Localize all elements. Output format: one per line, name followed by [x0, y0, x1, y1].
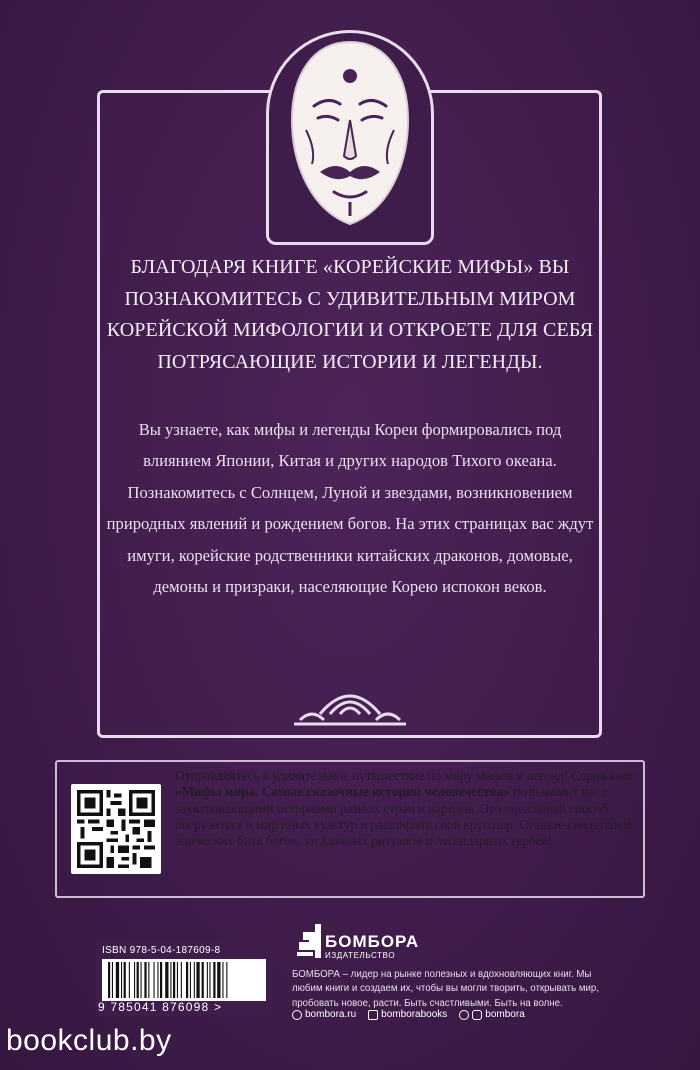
- watermark: bookclub.by: [6, 1024, 172, 1057]
- series-text-start: Отправляйтесь в удивительное путешествие по миру мифов и легенд! Серия книг: [175, 768, 636, 783]
- publisher-logo-icon: [295, 922, 323, 960]
- telegram-icon: [459, 1010, 469, 1020]
- social-site-label: bombora.ru: [305, 1009, 357, 1020]
- social-link-vk[interactable]: [368, 1009, 447, 1020]
- series-info-box: [55, 760, 645, 898]
- barcode-block: [96, 940, 272, 1016]
- globe-icon: [292, 1010, 302, 1020]
- qr-code[interactable]: [71, 784, 161, 874]
- social-other-label: bombora: [485, 1009, 525, 1020]
- book-description: Вы узнаете, как мифы и легенды Кореи формировались под влиянием Японии, Китая и других народов Тихого океана. Познакомитесь с Солнцем, Луной и звездами, возникновением природных явлений и рождением богов. На этих страницах вас ждут имуги, корейские родственники китайских драконов, домовые, демоны и призраки, населяющие Корею испокон веков.: [106, 420, 594, 597]
- social-link-site[interactable]: [292, 1009, 356, 1020]
- headline: БЛАГОДАРЯ КНИГЕ «КОРЕЙСКИЕ МИФЫ» ВЫ ПОЗНАКОМИТЕСЬ С УДИВИТЕЛЬНЫМ МИРОМ КОРЕЙСКОЙ МИФОЛОГИИ И ОТКРОЕТЕ ДЛЯ СЕБЯ ПОТРЯСАЮЩИЕ ИСТОРИИ И ЛЕГЕНДЫ.: [106, 256, 594, 373]
- series-text-end: познакомит вас с захватывающими историями разных стран и народов. Это идеальный способ погрузиться в мир иных культур и расширить свой кругозор. Станьте свидетелем эпических битв богов, загадочных ритуалов и легендарных героев!: [175, 784, 632, 849]
- publisher-name: БОМБОРА: [325, 932, 420, 951]
- series-name: «Мифы мира. Самые сказочные истории человечества»: [175, 784, 510, 800]
- barcode-digits: 9 785041 876098 >: [98, 1000, 223, 1014]
- youtube-icon: [472, 1010, 482, 1020]
- publisher-block: [283, 918, 613, 1028]
- cloud-ornament-icon: [290, 674, 410, 730]
- social-link-other[interactable]: [459, 1009, 524, 1020]
- social-links: [292, 1009, 612, 1020]
- isbn-label: ISBN 978-5-04-187609-8: [102, 945, 221, 956]
- barcode-icon: [102, 959, 266, 1001]
- publisher-subtitle: ИЗДАТЕЛЬСТВО: [325, 951, 396, 960]
- social-vk-label: bomborabooks: [381, 1009, 448, 1020]
- series-description: [175, 768, 637, 849]
- publisher-description: БОМБОРА – лидер на рынке полезных и вдохновляющих книг. Мы любим книги и создаем их, чтобы вы могли творить, открывать мир, пробовать новое, расти. Быть счастливыми. Быть на волне.: [292, 969, 600, 1009]
- korean-mask-icon: [276, 34, 424, 232]
- vk-icon: [368, 1010, 378, 1020]
